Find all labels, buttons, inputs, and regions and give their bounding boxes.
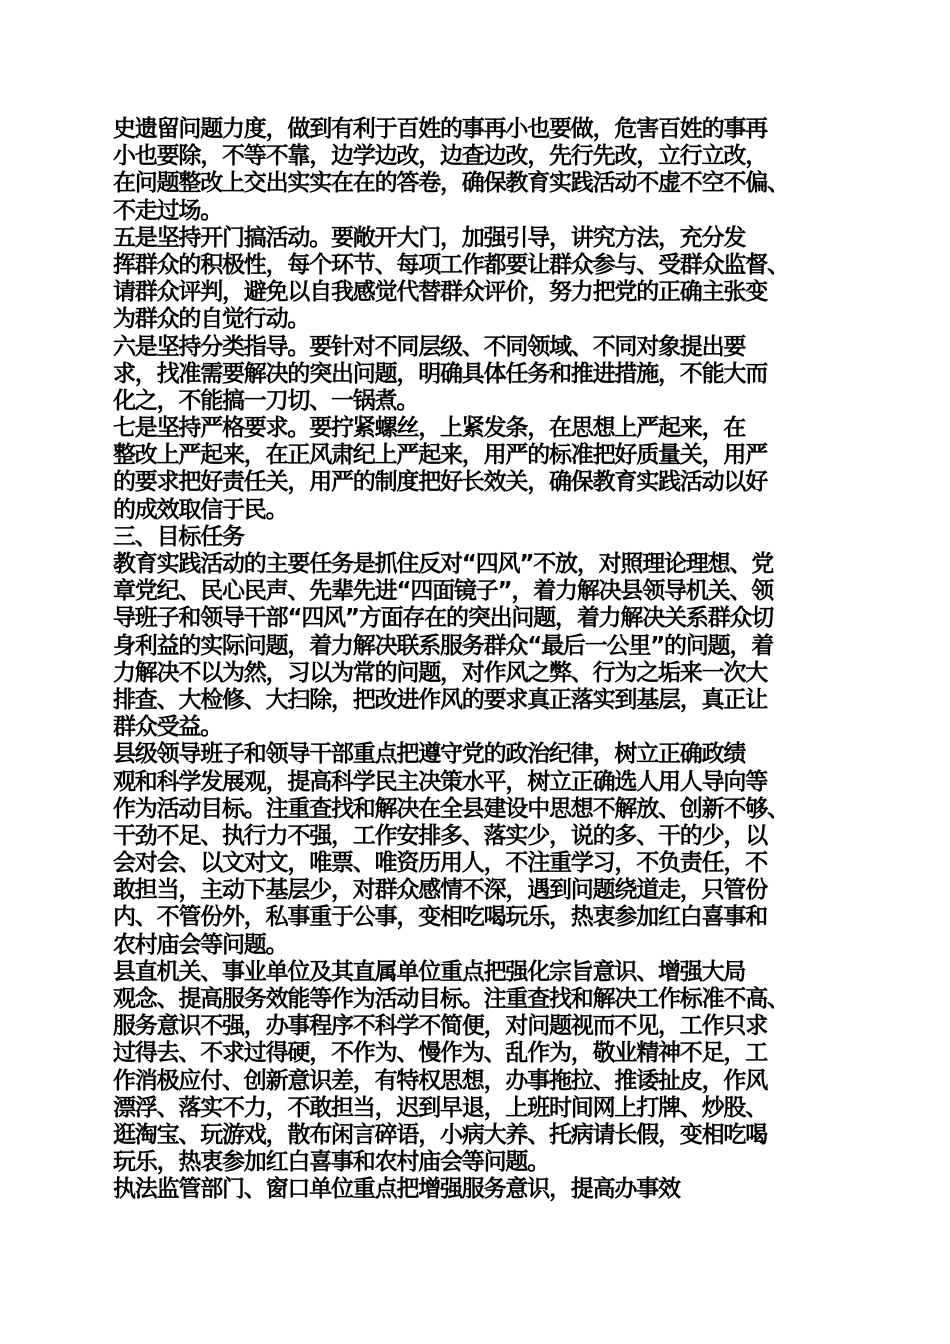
document-page <box>113 116 853 1204</box>
text-line: 身利益的实际问题，着力解决联系服务群众“最后一公里”的问题，着 <box>113 632 774 659</box>
text-line: 为群众的自觉行动。 <box>113 306 310 333</box>
text-line: 玩乐，热衷参加红白喜事和农村庙会等问题。 <box>113 1149 550 1176</box>
text-line: 漂浮、落实不力，不敢担当，迟到早退，上班时间网上打牌、炒股、 <box>113 1094 768 1121</box>
text-line: 逛淘宝、玩游戏，散布闲言碎语，小病大养、托病请长假，变相吃喝 <box>113 1121 768 1148</box>
text-line: 过得去、不求过得硬，不作为、慢作为、乱作为，敬业精神不足，工 <box>113 1040 768 1067</box>
text-line: 干劲不足、执行力不强，工作安排多、落实少，说的多、干的少，以 <box>113 822 768 849</box>
text-line: 群众受益。 <box>113 714 223 741</box>
paragraph-classified-guidance <box>113 334 853 416</box>
text-line: 县直机关、事业单位及其直属单位重点把强化宗旨意识、增强大局 <box>113 958 746 985</box>
text-line: 执法监管部门、窗口单位重点把增强服务意识，提高办事效 <box>113 1176 680 1203</box>
text-line: 力解决不以为然，习以为常的问题，对作风之弊、行为之垢来一次大 <box>113 659 768 686</box>
text-line: 请群众评判，避免以自我感觉代替群众评价，努力把党的正确主张变 <box>113 279 768 306</box>
paragraph-county-agencies <box>113 959 853 1177</box>
text-line: 县级领导班子和领导干部重点把遵守党的政治纪律，树立正确政绩 <box>113 741 746 768</box>
text-line: 整改上严起来，在正风肃纪上严起来，用严的标准把好质量关，用严 <box>113 442 768 469</box>
text-line: 的要求把好责任关，用严的制度把好长效关，确保教育实践活动以好 <box>113 469 768 496</box>
text-line: 化之，不能搞一刀切、一锅煮。 <box>113 387 419 414</box>
text-line: 敢担当，主动下基层少，对群众感情不深，遇到问题绕道走，只管份 <box>113 877 768 904</box>
paragraph-open-door <box>113 225 853 334</box>
paragraph-continued <box>113 116 853 225</box>
paragraph-county-leadership <box>113 741 853 959</box>
text-line: 导班子和领导干部“四风”方面存在的突出问题，着力解决关系群众切 <box>113 605 774 632</box>
text-line: 作消极应付、创新意识差，有特权思想，办事拖拉、推诿扯皮，作风 <box>113 1067 768 1094</box>
text-line: 七是坚持严格要求。要拧紧螺丝，上紧发条，在思想上严起来，在 <box>113 415 746 442</box>
text-line: 章党纪、民心民声、先辈先进“四面镜子”，着力解决县领导机关、领 <box>113 578 774 605</box>
text-line: 史遗留问题力度，做到有利于百姓的事再小也要做，危害百姓的事再 <box>113 116 768 142</box>
paragraph-main-tasks <box>113 551 853 741</box>
text-line: 观念、提高服务效能等作为活动目标。注重查找和解决工作标准不高、 <box>113 986 789 1012</box>
text-line: 服务意识不强，办事程序不科学不简便，对问题视而不见，工作只求 <box>113 1013 768 1040</box>
text-line: 求，找准需要解决的突出问题，明确具体任务和推进措施，不能大而 <box>113 360 768 387</box>
text-line: 排查、大检修、大扫除，把改进作风的要求真正落实到基层，真正让 <box>113 686 768 713</box>
text-line: 六是坚持分类指导。要针对不同层级、不同领域、不同对象提出要 <box>113 333 746 360</box>
text-line: 小也要除，不等不靠，边学边改，边查边改，先行先改，立行立改， <box>113 143 768 170</box>
text-line: 会对会、以文对文，唯票、唯资历用人，不注重学习，不负责任，不 <box>113 850 768 877</box>
section-heading <box>113 524 853 551</box>
text-line: 观和科学发展观，提高科学民主决策水平，树立正确选人用人导向等 <box>113 768 768 795</box>
text-line: 在问题整改上交出实实在在的答卷，确保教育实践活动不虚不空不偏、 <box>113 170 789 197</box>
text-line: 五是坚持开门搞活动。要敞开大门，加强引导，讲究方法，充分发 <box>113 224 746 251</box>
paragraph-strict-requirements <box>113 415 853 524</box>
text-line: 内、不管份外，私事重于公事，变相吃喝玩乐，热衷参加红白喜事和 <box>113 904 768 931</box>
text-line: 农村庙会等问题。 <box>113 931 288 958</box>
text-line: 教育实践活动的主要任务是抓住反对“四风”不放，对照理论理想、党 <box>113 551 774 577</box>
text-line: 作为活动目标。注重查找和解决在全县建设中思想不解放、创新不够、 <box>113 795 789 822</box>
paragraph-law-enforcement <box>113 1176 853 1203</box>
section-heading-text: 三、目标任务 <box>113 523 244 550</box>
text-line: 挥群众的积极性，每个环节、每项工作都要让群众参与、受群众监督、 <box>113 251 789 278</box>
text-line: 的成效取信于民。 <box>113 496 288 523</box>
text-line: 不走过场。 <box>113 197 223 224</box>
